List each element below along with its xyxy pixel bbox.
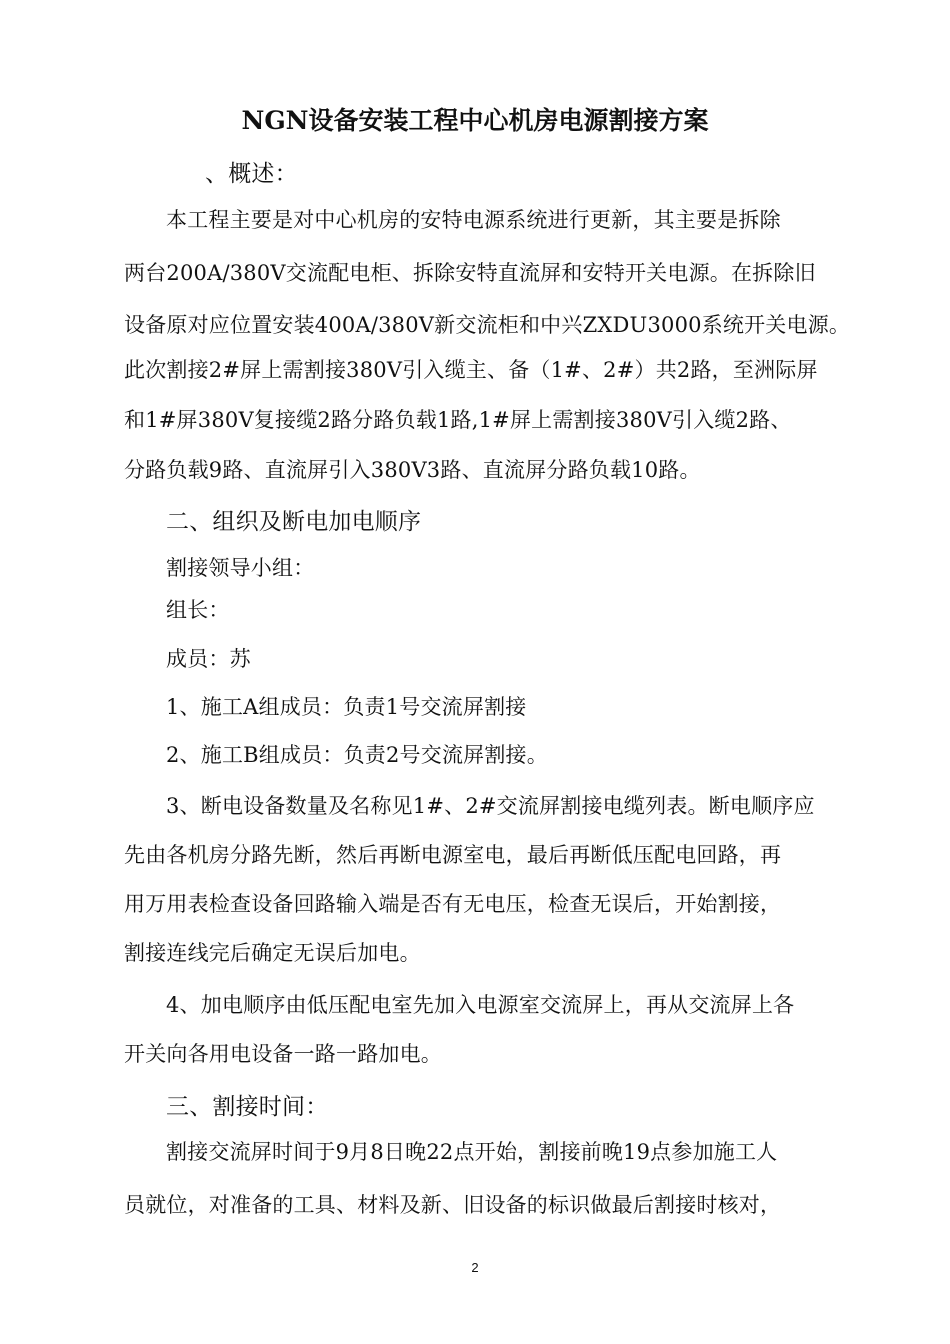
- list-item: 2、施工B组成员：负责2号交流屏割接。: [166, 743, 548, 767]
- paragraph-line: 员就位，对准备的工具、材料及新、旧设备的标识做最后割接时核对，: [124, 1193, 782, 1217]
- section-heading-overview: 、概述：: [205, 161, 298, 187]
- paragraph-line: 割接交流屏时间于9月8日晚22点开始，割接前晚19点参加施工人: [166, 1140, 778, 1164]
- paragraph-line: 设备原对应位置安装400A/380V新交流柜和中兴ZXDU3000系统开关电源。: [124, 313, 851, 337]
- document-title: NGN设备安装工程中心机房电源割接方案: [241, 106, 709, 135]
- paragraph-line: 割接连线完后确定无误后加电。: [124, 941, 421, 965]
- leader-label: 组长：: [166, 598, 230, 622]
- paragraph-line: 和1#屏380V复接缆2路分路负载1路,1#屏上需割接380V引入缆2路、: [124, 408, 792, 432]
- list-item: 1、施工A组成员：负责1号交流屏割接: [166, 695, 527, 719]
- section-heading-organization: 二、组织及断电加电顺序: [166, 509, 422, 535]
- paragraph-line: 开关向各用电设备一路一路加电。: [124, 1042, 442, 1066]
- list-item: 4、加电顺序由低压配电室先加入电源室交流屏上，再从交流屏上各: [166, 993, 795, 1017]
- leader-group-label: 割接领导小组：: [166, 556, 315, 580]
- list-item: 3、断电设备数量及名称见1#、2#交流屏割接电缆列表。断电顺序应: [166, 794, 815, 818]
- paragraph-line: 分路负载9路、直流屏引入380V3路、直流屏分路负载10路。: [124, 458, 701, 482]
- paragraph-line: 两台200A/380V交流配电柜、拆除安特直流屏和安特开关电源。在拆除旧: [124, 261, 816, 285]
- paragraph-line: 此次割接2#屏上需割接380V引入缆主、备（1#、2#）共2路，至洲际屏: [124, 358, 818, 382]
- paragraph-line: 本工程主要是对中心机房的安特电源系统进行更新，其主要是拆除: [166, 208, 781, 232]
- page-number: 2: [471, 1260, 479, 1275]
- paragraph-line: 先由各机房分路先断，然后再断电源室电，最后再断低压配电回路，再: [124, 843, 782, 867]
- paragraph-line: 用万用表检查设备回路输入端是否有无电压，检查无误后，开始割接，: [124, 892, 782, 916]
- members-label: 成员：苏: [166, 647, 251, 671]
- section-heading-time: 三、割接时间：: [166, 1094, 329, 1120]
